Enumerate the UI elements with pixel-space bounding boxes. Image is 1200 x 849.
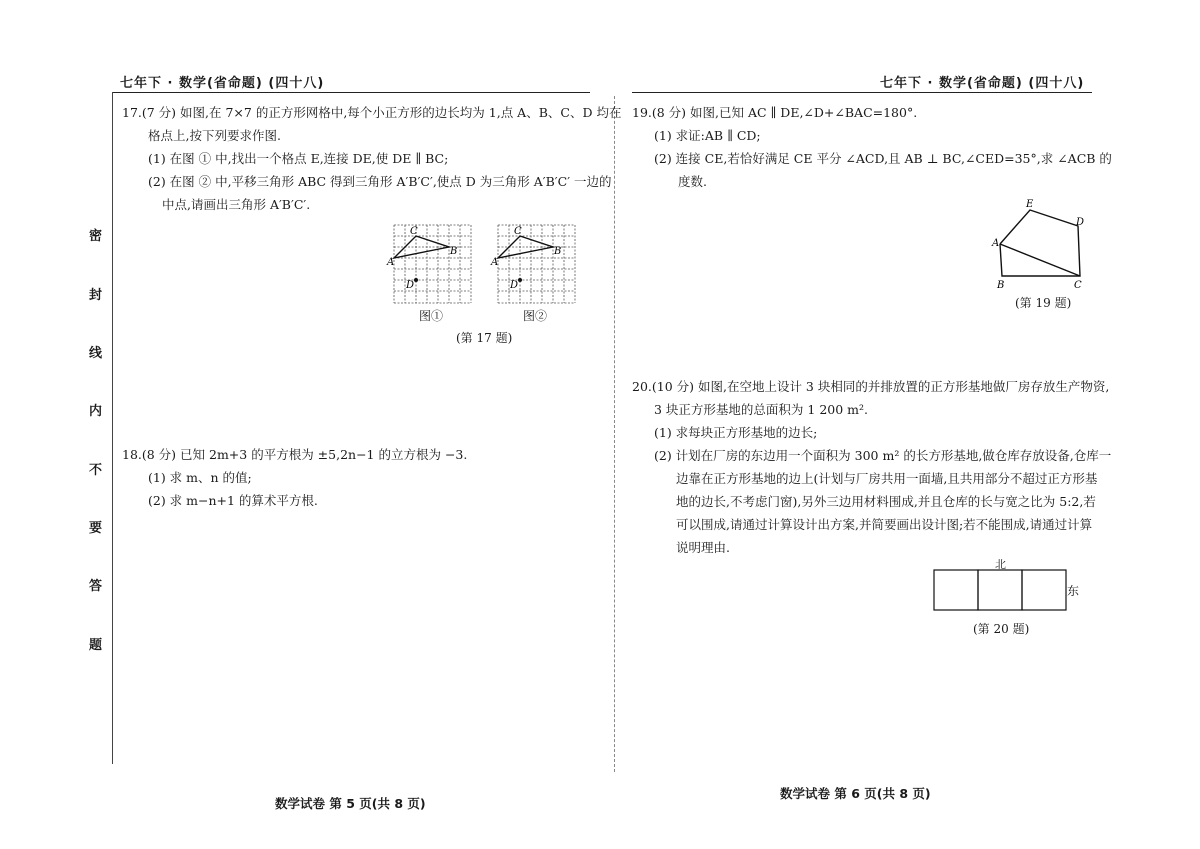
point-d bbox=[518, 278, 522, 282]
q20-figure bbox=[932, 568, 1068, 612]
q17-figure1-label: 图① bbox=[419, 309, 444, 323]
q20-part2-cont: 边靠在正方形基地的边上(计划与厂房共用一面墙,且共用部分不超过正方形基 bbox=[676, 471, 1098, 486]
label-b: B bbox=[450, 246, 458, 257]
q20-text: 20.(10 分) 如图,在空地上设计 3 块相同的并排放置的正方形基地做厂房存放生产物资, bbox=[632, 379, 1110, 394]
q17-caption: (第 17 题) bbox=[456, 331, 513, 345]
q19-part2-cont: 度数. bbox=[678, 174, 707, 189]
center-fold-line bbox=[614, 96, 615, 772]
q20-caption: (第 20 题) bbox=[973, 622, 1030, 636]
seal-char: 题 bbox=[89, 638, 103, 653]
left-page-header: 七年下 · 数学(省命题) (四十八) bbox=[120, 76, 325, 91]
q18-part2: (2) 求 m−n+1 的算术平方根. bbox=[148, 493, 318, 508]
label-d: D bbox=[510, 280, 519, 291]
q20-part2-cont: 地的边长,不考虑门窗),另外三边用材料围成,并且仓库的长与宽之比为 5:2,若 bbox=[676, 494, 1096, 509]
q18-text: 18.(8 分) 已知 2m+3 的平方根为 ±5,2n−1 的立方根为 −3. bbox=[122, 447, 468, 462]
right-header-rule bbox=[632, 92, 1092, 93]
q20-part2-cont: 说明理由. bbox=[676, 540, 730, 555]
q17-text: 17.(7 分) 如图,在 7×7 的正方形网格中,每个小正方形的边长均为 1,点 A、B、C、D 均在 bbox=[122, 105, 622, 120]
q19-part2: (2) 连接 CE,若恰好满足 CE 平分 ∠ACD,且 AB ⊥ BC,∠CED=35°,求 ∠ACB 的 bbox=[654, 151, 1112, 166]
q18-part1: (1) 求 m、n 的值; bbox=[148, 470, 252, 485]
q19-part1: (1) 求证:AB ∥ CD; bbox=[654, 128, 761, 143]
right-page-header: 七年下 · 数学(省命题) (四十八) bbox=[880, 76, 1085, 91]
right-page-footer: 数学试卷 第 6 页(共 8 页) bbox=[780, 786, 931, 801]
q17-figure2-label: 图② bbox=[523, 309, 548, 323]
q20-part2-cont: 可以围成,请通过计算设计出方案,并简要画出设计图;若不能围成,请通过计算 bbox=[676, 517, 1093, 532]
q20-part1: (1) 求每块正方形基地的边长; bbox=[654, 425, 818, 440]
left-header-rule bbox=[112, 92, 590, 93]
q17-text: 格点上,按下列要求作图. bbox=[148, 128, 281, 143]
seal-char: 密 bbox=[89, 229, 103, 244]
q20-part2: (2) 计划在厂房的东边用一个面积为 300 m² 的长方形基地,做仓库存放设备,仓库一 bbox=[654, 448, 1112, 463]
label-c: C bbox=[514, 226, 522, 237]
q17-part2: (2) 在图 ② 中,平移三角形 ABC 得到三角形 A′B′C′,使点 D 为三角形 A′B′C′ 一边的 bbox=[148, 174, 612, 189]
label-a: A bbox=[992, 238, 1000, 249]
seal-char: 封 bbox=[89, 288, 103, 303]
label-c: C bbox=[1074, 280, 1082, 291]
label-d: D bbox=[1076, 217, 1085, 228]
q19-figure bbox=[988, 196, 1088, 292]
label-c: C bbox=[410, 226, 418, 237]
point-d bbox=[414, 278, 418, 282]
east-label: 东 bbox=[1067, 584, 1080, 598]
label-b: B bbox=[997, 280, 1005, 291]
q20-text: 3 块正方形基地的总面积为 1 200 m². bbox=[654, 402, 868, 417]
north-label: 北 bbox=[995, 558, 1006, 571]
left-page-footer: 数学试卷 第 5 页(共 8 页) bbox=[275, 796, 426, 811]
label-e: E bbox=[1026, 199, 1034, 210]
q19-caption: (第 19 题) bbox=[1015, 296, 1072, 310]
q17-part2-cont: 中点,请画出三角形 A′B′C′. bbox=[162, 197, 311, 212]
q19-text: 19.(8 分) 如图,已知 AC ∥ DE,∠D+∠BAC=180°. bbox=[632, 105, 918, 120]
label-d: D bbox=[406, 280, 415, 291]
q17-figure1-grid bbox=[386, 222, 476, 306]
seal-char: 答 bbox=[89, 579, 103, 594]
label-b: B bbox=[554, 246, 562, 257]
seal-char: 不 bbox=[89, 463, 103, 478]
q17-figure2-grid bbox=[490, 222, 580, 306]
seal-char: 线 bbox=[89, 346, 103, 361]
label-a: A bbox=[491, 257, 499, 268]
seal-char: 要 bbox=[89, 521, 103, 536]
label-a: A bbox=[387, 257, 395, 268]
binding-line bbox=[112, 92, 113, 764]
seal-char: 内 bbox=[89, 404, 103, 419]
q17-part1: (1) 在图 ① 中,找出一个格点 E,连接 DE,使 DE ∥ BC; bbox=[148, 151, 449, 166]
